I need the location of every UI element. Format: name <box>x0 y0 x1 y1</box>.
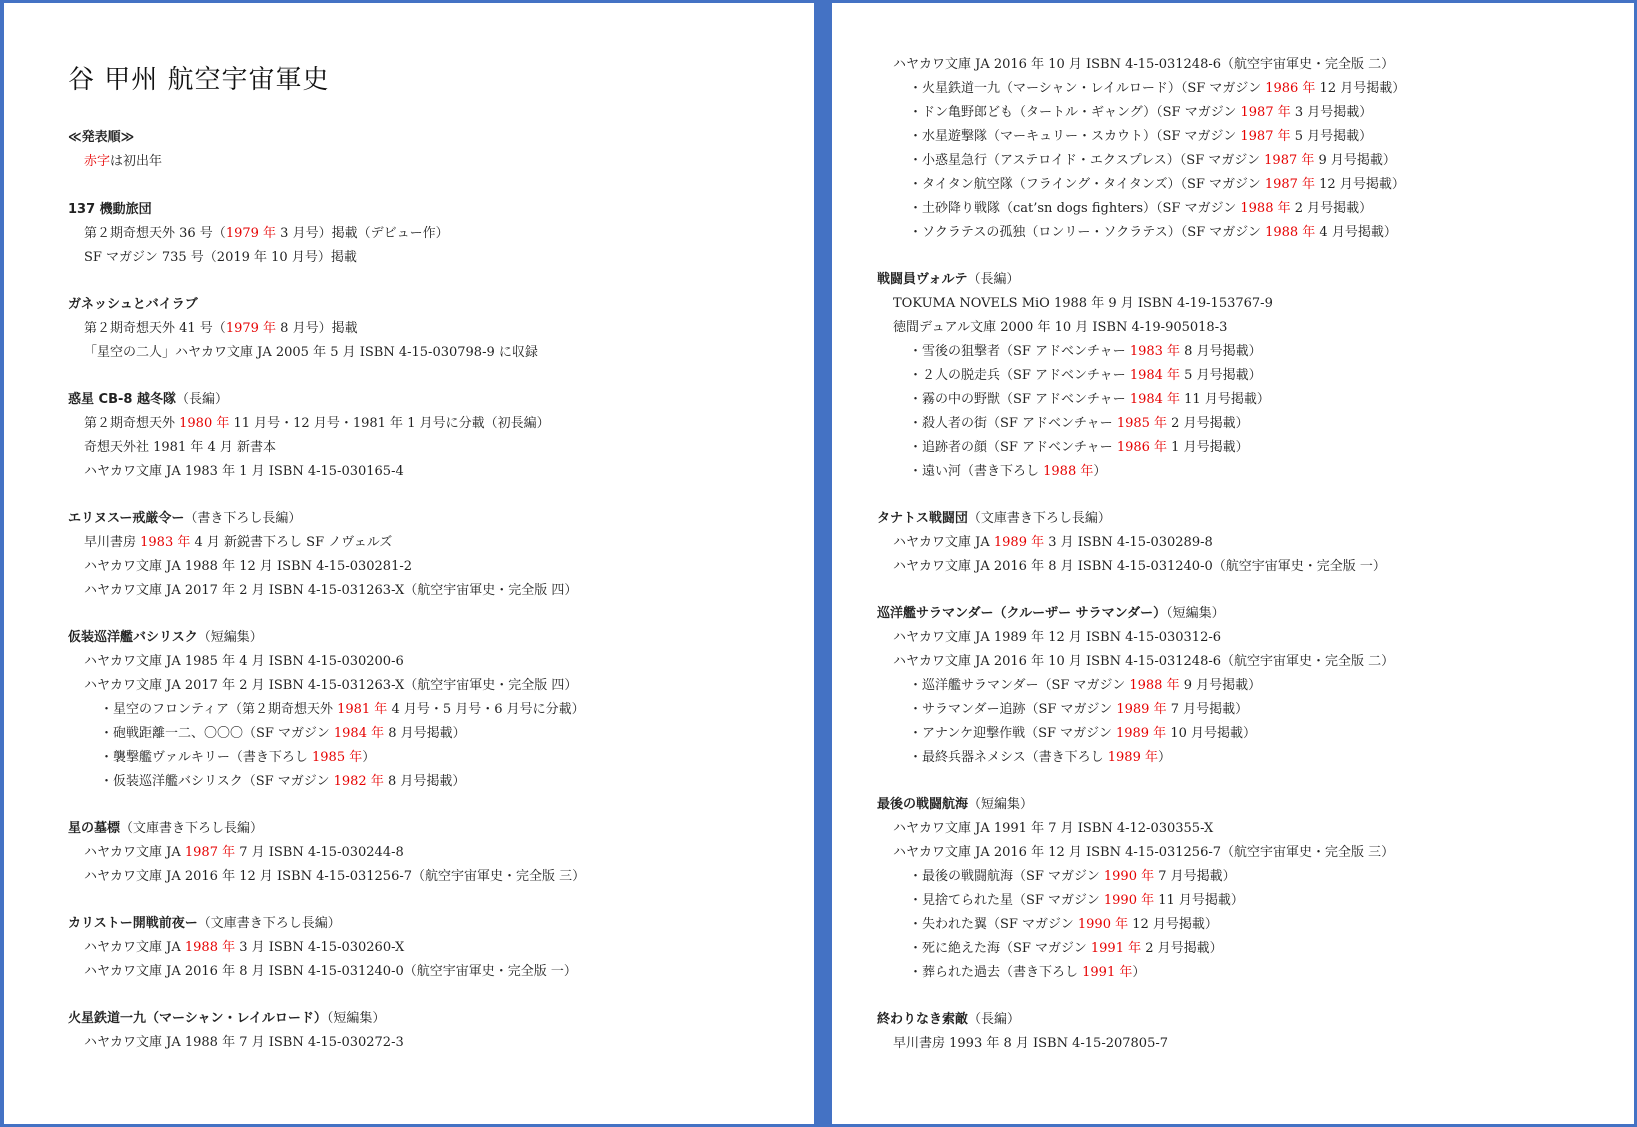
work-entry <box>68 817 814 889</box>
first-year-text: 1988 年 <box>1240 201 1291 216</box>
publication-line <box>877 555 1634 579</box>
work-title-row <box>877 1008 1634 1032</box>
first-year-text: 1987 年 <box>1240 129 1291 144</box>
line-text: 12 月号掲載） <box>1128 917 1218 932</box>
line-text: ・葬られた過去（書き下ろし <box>909 965 1083 980</box>
sub-item-line <box>877 937 1634 961</box>
first-year-text: 1985 年 <box>312 750 363 765</box>
work-title: 星の墓標 <box>68 821 121 836</box>
sub-item-line <box>877 913 1634 937</box>
line-text: 4 月号掲載） <box>1315 225 1397 240</box>
line-text: ハヤカワ文庫 JA 2017 年 2 月 ISBN 4-15-031263-X（航空宇宙軍史・完全版 四） <box>84 678 578 693</box>
line-text: ・土砂降り戦隊（cat’sn dogs fighters）（SF マガジン <box>909 201 1241 216</box>
sub-item-line <box>877 149 1634 173</box>
first-year-text: 1988 年 <box>1129 678 1180 693</box>
first-year-text: 1989 年 <box>1115 726 1167 741</box>
sub-item-line <box>877 101 1634 125</box>
line-text: ハヤカワ文庫 JA 2016 年 10 月 ISBN 4-15-031248-6（航空宇宙軍史・完全版 二） <box>893 654 1395 669</box>
first-year-text: 1983 年 <box>140 535 191 550</box>
line-text: 奇想天外社 1981 年 4 月 新書本 <box>84 440 277 455</box>
work-genre: （短編集） <box>968 797 1034 812</box>
line-text: ・失われた翼（SF マガジン <box>909 917 1078 932</box>
line-text: ハヤカワ文庫 JA 1985 年 4 月 ISBN 4-15-030200-6 <box>84 654 404 669</box>
line-text: 早川書房 1993 年 8 月 ISBN 4-15-207805-7 <box>893 1036 1169 1051</box>
publication-line <box>877 817 1634 841</box>
work-title-row <box>68 1007 814 1031</box>
work-title: 仮装巡洋艦バシリスク <box>68 630 198 645</box>
first-year-text: 1981 年 <box>337 702 388 717</box>
first-year-text: 1989 年 <box>1116 702 1167 717</box>
line-text: ・２人の脱走兵（SF アドベンチャー <box>909 368 1130 383</box>
first-year-text: 1990 年 <box>1077 917 1129 932</box>
first-year-text: 1979 年 <box>225 321 277 336</box>
work-title-row <box>68 507 814 531</box>
line-text: ） <box>1132 965 1146 980</box>
line-text: ハヤカワ文庫 JA 2016 年 10 月 ISBN 4-15-031248-6（航空宇宙軍史・完全版 二） <box>893 57 1395 72</box>
sub-item-line <box>877 674 1634 698</box>
line-text: ハヤカワ文庫 JA 2016 年 8 月 ISBN 4-15-031240-0（航空宇宙軍史・完全版 一） <box>84 964 577 979</box>
line-text: ・アナンケ迎撃作戦（SF マガジン <box>909 726 1116 741</box>
line-text: ・雪後の狙撃者（SF アドベンチャー <box>909 344 1130 359</box>
right-entry-list <box>877 268 1634 1056</box>
publication-line <box>68 1031 814 1055</box>
work-title-row <box>877 602 1634 626</box>
line-text: 2 月号掲載） <box>1167 416 1249 431</box>
sub-item-line <box>877 865 1634 889</box>
line-text: 11 月号・12 月号・1981 年 1 月号に分載（初長編） <box>229 416 550 431</box>
line-text: 4 月 新鋭書下ろし SF ノヴェルズ <box>190 535 393 550</box>
work-entry <box>877 507 1634 579</box>
work-title: カリストー開戦前夜ー <box>68 916 198 931</box>
line-text: 第２期奇想天外 <box>84 416 180 431</box>
work-genre: （短編集） <box>1166 606 1225 621</box>
work-title: 最後の戦闘航海 <box>877 797 969 812</box>
line-text: 3 月号掲載） <box>1290 105 1373 120</box>
line-text: ・水星遊撃隊（マーキュリー・スカウト）（SF マガジン <box>909 129 1241 144</box>
line-text: ） <box>1093 464 1107 479</box>
publication-line <box>68 531 814 555</box>
work-entry <box>68 626 814 794</box>
line-text: ・小惑星急行（アステロイド・エクスプレス）（SF マガジン <box>909 153 1265 168</box>
first-year-text: 1982 年 <box>333 774 384 789</box>
sub-item-line <box>877 436 1634 460</box>
line-text: 7 月号掲載） <box>1154 869 1236 884</box>
work-title-row <box>877 268 1634 292</box>
publication-line <box>68 246 814 270</box>
publication-line <box>68 841 814 865</box>
first-year-text: 1980 年 <box>179 416 230 431</box>
line-text: TOKUMA NOVELS MiO 1988 年 9 月 ISBN 4-19-153767-9 <box>893 296 1273 311</box>
line-text: ハヤカワ文庫 JA 2016 年 12 月 ISBN 4-15-031256-7（航空宇宙軍史・完全版 三） <box>84 869 586 884</box>
publication-line <box>877 626 1634 650</box>
sub-item-line <box>877 197 1634 221</box>
line-text: 9 月号掲載） <box>1179 678 1262 693</box>
first-year-text: 1987 年 <box>1264 177 1316 192</box>
line-text: ・追跡者の顔（SF アドベンチャー <box>909 440 1117 455</box>
line-text: ・砲戦距離一二、〇〇〇（SF マガジン <box>100 726 334 741</box>
work-title: タナトス戦闘団 <box>877 511 968 526</box>
order-note <box>68 150 814 174</box>
line-text: 8 月号掲載） <box>384 726 466 741</box>
line-text: 徳間デュアル文庫 2000 年 10 月 ISBN 4-19-905018-3 <box>893 320 1228 335</box>
sub-item-line <box>877 221 1634 245</box>
publication-line <box>877 292 1634 316</box>
left-entry-list <box>68 198 814 1055</box>
line-text: 第２期奇想天外 41 号（ <box>84 321 226 336</box>
sub-item-line <box>877 364 1634 388</box>
first-year-text: 1990 年 <box>1103 893 1155 908</box>
line-text: ・最後の戦闘航海（SF マガジン <box>909 869 1104 884</box>
line-text: ハヤカワ文庫 JA 1991 年 7 月 ISBN 4-12-030355-X <box>893 821 1214 836</box>
line-text: ・霧の中の野獣（SF アドベンチャー <box>909 392 1130 407</box>
note-rest: は初出年 <box>110 154 163 169</box>
sub-item-line <box>877 722 1634 746</box>
first-year-text: 1984 年 <box>1129 368 1181 383</box>
work-genre: （文庫書き下ろし長編） <box>967 511 1111 526</box>
work-entry <box>877 268 1634 484</box>
publication-line <box>68 222 814 246</box>
line-text: 1 月号掲載） <box>1167 440 1249 455</box>
publication-line <box>68 412 814 436</box>
line-text: ・仮装巡洋艦バシリスク（SF マガジン <box>100 774 334 789</box>
line-text: ハヤカワ文庫 JA 1989 年 12 月 ISBN 4-15-030312-6 <box>893 630 1222 645</box>
publication-line <box>68 341 814 365</box>
first-year-text: 1979 年 <box>225 226 277 241</box>
first-year-text: 1986 年 <box>1265 81 1316 96</box>
publication-line <box>68 865 814 889</box>
first-year-text: 1987 年 <box>1264 153 1315 168</box>
document-title: 谷 甲州 航空宇宙軍史 <box>68 65 330 95</box>
line-text: ・ソクラテスの孤独（ロンリー・ソクラテス）（SF マガジン <box>909 225 1266 240</box>
first-year-text: 1983 年 <box>1129 344 1181 359</box>
first-year-text: 1989 年 <box>1107 750 1158 765</box>
line-text: 8 月号掲載） <box>383 774 466 789</box>
first-year-text: 1984 年 <box>333 726 385 741</box>
work-genre: （長編） <box>967 272 1020 287</box>
line-text: 5 月号掲載） <box>1290 129 1373 144</box>
line-text: ・最終兵器ネメシス（書き下ろし <box>909 750 1108 765</box>
line-text: SF マガジン 735 号（2019 年 10 月号）掲載 <box>84 250 357 265</box>
line-text: 7 月号掲載） <box>1166 702 1249 717</box>
work-entry <box>68 1007 814 1055</box>
first-year-text: 1990 年 <box>1103 869 1155 884</box>
work-title: 巡洋艦サラマンダー（クルーザー サラマンダー） <box>877 606 1167 621</box>
first-year-text: 1989 年 <box>993 535 1045 550</box>
line-text: ・殺人者の街（SF アドベンチャー <box>909 416 1117 431</box>
line-text: ・星空のフロンティア（第２期奇想天外 <box>100 702 338 717</box>
work-entry-continued <box>877 53 1634 245</box>
sub-item-line <box>877 460 1634 484</box>
publication-line <box>68 436 814 460</box>
line-text: 9 月号掲載） <box>1314 153 1396 168</box>
line-text: 「星空の二人」ハヤカワ文庫 JA 2005 年 5 月 ISBN 4-15-030798-9 に収録 <box>84 345 538 360</box>
line-text: 7 月 ISBN 4-15-030244-8 <box>235 845 404 860</box>
line-text: ） <box>1157 750 1171 765</box>
order-heading: ≪発表順≫ <box>68 130 135 145</box>
work-title-row <box>68 626 814 650</box>
line-text: 3 月号）掲載（デビュー作） <box>276 226 449 241</box>
line-text: 8 月号）掲載 <box>276 321 358 336</box>
line-text: 3 月 ISBN 4-15-030260-X <box>235 940 405 955</box>
line-text: ハヤカワ文庫 JA <box>84 940 185 955</box>
work-genre: （文庫書き下ろし長編） <box>120 821 264 836</box>
work-title: 終わりなき索敵 <box>877 1012 969 1027</box>
note-red-label: 赤字 <box>84 154 111 169</box>
sub-item-line <box>877 746 1634 770</box>
work-entry <box>68 198 814 270</box>
line-text: 11 月号掲載） <box>1154 893 1244 908</box>
line-text: ・火星鉄道一九（マーシャン・レイルロード）（SF マガジン <box>909 81 1266 96</box>
publication-line <box>877 316 1634 340</box>
line-text: ハヤカワ文庫 JA <box>84 845 185 860</box>
work-genre: （長編） <box>968 1012 1021 1027</box>
work-entry <box>877 602 1634 770</box>
line-text: ハヤカワ文庫 JA 1988 年 7 月 ISBN 4-15-030272-3 <box>84 1035 404 1050</box>
publication-line <box>68 555 814 579</box>
line-text: ハヤカワ文庫 JA 1983 年 1 月 ISBN 4-15-030165-4 <box>84 464 404 479</box>
publication-line <box>877 53 1634 77</box>
sub-item-line <box>68 698 814 722</box>
work-title-row <box>68 198 814 222</box>
line-text: 早川書房 <box>84 535 141 550</box>
publication-line <box>68 317 814 341</box>
line-text: ・遠い河（書き下ろし <box>909 464 1044 479</box>
line-text: 2 月号掲載） <box>1141 941 1223 956</box>
publication-line <box>877 841 1634 865</box>
sub-item-line <box>877 340 1634 364</box>
line-text: 3 月 ISBN 4-15-030289-8 <box>1044 535 1213 550</box>
first-year-text: 1991 年 <box>1090 941 1142 956</box>
publication-line <box>68 579 814 603</box>
first-year-text: 1987 年 <box>184 845 236 860</box>
work-title-row <box>68 912 814 936</box>
sub-item-line <box>877 125 1634 149</box>
line-text: ・タイタン航空隊（フライング・タイタンズ）（SF マガジン <box>909 177 1265 192</box>
work-title-row <box>68 293 814 317</box>
work-title-row <box>68 388 814 412</box>
sub-item-line <box>877 961 1634 985</box>
sub-item-line <box>877 388 1634 412</box>
work-genre: （書き下ろし長編） <box>184 511 302 526</box>
sub-item-line <box>877 412 1634 436</box>
first-year-text: 1988 年 <box>1043 464 1094 479</box>
publication-line <box>877 650 1634 674</box>
first-year-text: 1988 年 <box>1265 225 1316 240</box>
sub-item-line <box>877 889 1634 913</box>
continuation-lines <box>877 53 1634 245</box>
work-genre: （短編集） <box>326 1011 386 1026</box>
document-page-right <box>832 3 1634 1124</box>
line-text: ・巡洋艦サラマンダー（SF マガジン <box>909 678 1130 693</box>
line-text: 11 月号掲載） <box>1180 392 1270 407</box>
work-title: 惑星 CB-8 越冬隊 <box>68 392 176 407</box>
work-genre: （文庫書き下ろし長編） <box>197 916 341 931</box>
line-text: 12 月号掲載） <box>1315 177 1405 192</box>
work-entry <box>877 793 1634 985</box>
line-text: ・襲撃艦ヴァルキリー（書き下ろし <box>100 750 313 765</box>
line-text: 第２期奇想天外 36 号（ <box>84 226 226 241</box>
line-text: 2 月号掲載） <box>1290 201 1373 216</box>
work-genre: （短編集） <box>197 630 263 645</box>
work-entry <box>877 1008 1634 1056</box>
line-text: ハヤカワ文庫 JA <box>893 535 994 550</box>
work-title-row <box>68 817 814 841</box>
line-text: ・ドン亀野郎ども（タートル・ギャング）（SF マガジン <box>909 105 1241 120</box>
line-text: 5 月号掲載） <box>1180 368 1262 383</box>
publication-line <box>68 650 814 674</box>
sub-item-line <box>877 698 1634 722</box>
work-entry <box>68 507 814 603</box>
work-title-row <box>877 507 1634 531</box>
work-entry <box>68 293 814 365</box>
line-text: ・サラマンダー追跡（SF マガジン <box>909 702 1117 717</box>
first-year-text: 1984 年 <box>1129 392 1181 407</box>
line-text: 10 月号掲載） <box>1166 726 1256 741</box>
line-text: ・見捨てられた星（SF マガジン <box>909 893 1104 908</box>
publication-line <box>68 674 814 698</box>
sub-item-line <box>877 77 1634 101</box>
first-year-text: 1986 年 <box>1116 440 1168 455</box>
line-text: ハヤカワ文庫 JA 2016 年 12 月 ISBN 4-15-031256-7（航空宇宙軍史・完全版 三） <box>893 845 1395 860</box>
line-text: ハヤカワ文庫 JA 1988 年 12 月 ISBN 4-15-030281-2 <box>84 559 413 574</box>
sub-item-line <box>877 173 1634 197</box>
publication-line <box>877 531 1634 555</box>
first-year-text: 1985 年 <box>1116 416 1168 431</box>
line-text: ） <box>362 750 376 765</box>
publication-line <box>877 1032 1634 1056</box>
document-page-left <box>4 3 814 1124</box>
line-text: ハヤカワ文庫 JA 2017 年 2 月 ISBN 4-15-031263-X（航空宇宙軍史・完全版 四） <box>84 583 578 598</box>
first-year-text: 1991 年 <box>1082 965 1133 980</box>
publication-line <box>68 460 814 484</box>
work-title: ガネッシュとバイラブ <box>68 297 198 312</box>
line-text: 8 月号掲載） <box>1180 344 1262 359</box>
work-genre: （長編） <box>175 392 228 407</box>
first-year-text: 1988 年 <box>184 940 236 955</box>
publication-line <box>68 936 814 960</box>
work-title: エリヌスー戒厳令ー <box>68 511 185 526</box>
sub-item-line <box>68 770 814 794</box>
work-entry <box>68 388 814 484</box>
line-text: 4 月号・5 月号・6 月号に分載） <box>387 702 585 717</box>
line-text: ・死に絶えた海（SF マガジン <box>909 941 1091 956</box>
publication-line <box>68 960 814 984</box>
first-year-text: 1987 年 <box>1240 105 1291 120</box>
work-title: 戦闘員ヴォルテ <box>877 272 968 287</box>
work-title: 137 機動旅団 <box>68 202 152 217</box>
line-text: 12 月号掲載） <box>1315 81 1406 96</box>
sub-item-line <box>68 722 814 746</box>
work-title-row <box>877 793 1634 817</box>
work-entry <box>68 912 814 984</box>
work-title: 火星鉄道一九（マーシャン・レイルロード） <box>68 1011 327 1026</box>
line-text: ハヤカワ文庫 JA 2016 年 8 月 ISBN 4-15-031240-0（航空宇宙軍史・完全版 一） <box>893 559 1386 574</box>
sub-item-line <box>68 746 814 770</box>
